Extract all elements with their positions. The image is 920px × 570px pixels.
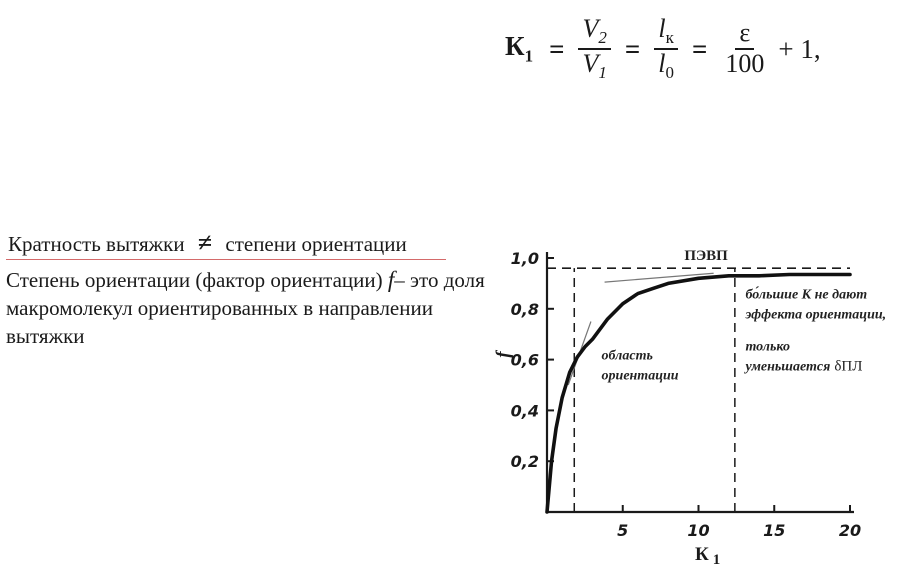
y-axis-label: f bbox=[493, 351, 514, 358]
x-axis-label: К $_1$ bbox=[694, 544, 721, 568]
region2-label-line1: бо́льшие К не дают bbox=[745, 287, 868, 303]
headline-left: Кратность вытяжки bbox=[8, 232, 185, 256]
region2-label-line4: уменьшается δПЛ bbox=[745, 358, 863, 375]
volume-ratio-fraction: $\frac{V_2}{V_1}$ bbox=[578, 15, 610, 83]
x-tick-label-1: 10 bbox=[687, 521, 710, 540]
y-tick-label-3: 0,8 bbox=[510, 299, 539, 319]
pe-label: ПЭВП bbox=[684, 248, 728, 265]
equals-sign-2: = bbox=[624, 33, 641, 64]
definition-part1: Степень ориентации (фактор ориентации) bbox=[6, 268, 383, 292]
region2-label-line3: только bbox=[745, 339, 790, 355]
elongation-fraction: $\frac{\varepsilon}{100}$ bbox=[725, 18, 765, 78]
headline-right: степени ориентации bbox=[225, 232, 407, 256]
region2-label-line2: эффекта ориентации, bbox=[745, 307, 887, 323]
definition-part2: – это доля макромолекул ориентированных в направлении вытяжки bbox=[6, 268, 485, 348]
x-tick-label-0: 5 bbox=[617, 521, 629, 540]
length-ratio-fraction: $\frac{l_к}{l_0}$ bbox=[654, 15, 678, 83]
y-tick-label-0: 0,2 bbox=[510, 452, 539, 472]
formula-lhs: $К_1$ bbox=[505, 31, 534, 66]
equals-sign-1: = bbox=[549, 33, 565, 64]
equals-sign-3: = bbox=[691, 33, 708, 64]
x-tick-label-2: 15 bbox=[763, 521, 786, 540]
region1-label-line2: ориентации bbox=[601, 368, 679, 384]
y-tick-label-4: 1,0 bbox=[510, 249, 539, 268]
not-equal-sign: ≠ bbox=[197, 228, 213, 257]
y-tick-label-2: 0,6 bbox=[510, 350, 539, 370]
region1-label-line1: область bbox=[601, 348, 653, 364]
f-symbol: f bbox=[387, 267, 395, 292]
y-tick-label-1: 0,4 bbox=[510, 401, 539, 421]
formula-tail: + 1, bbox=[778, 33, 821, 64]
x-tick-label-3: 20 bbox=[838, 521, 862, 540]
